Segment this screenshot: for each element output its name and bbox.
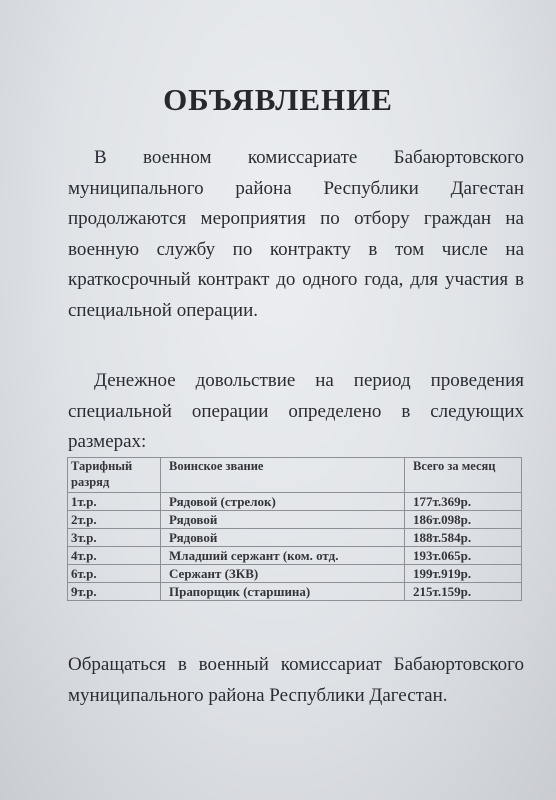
notice-paragraph-3: Обращаться в военный комиссариат Бабаюртовского муниципального района Республики Дагестан.: [68, 654, 524, 706]
pay-table: [67, 457, 522, 601]
cell-total: 186т.098р.: [405, 511, 522, 529]
cell-grade: 4т.р.: [68, 547, 161, 565]
cell-grade: 6т.р.: [68, 565, 161, 583]
header-military-rank: Воинское звание: [161, 458, 405, 493]
table-row: [68, 565, 522, 583]
cell-total: 177т.369р.: [405, 493, 522, 511]
cell-grade: 3т.р.: [68, 529, 161, 547]
cell-rank: Младший сержант (ком. отд.: [161, 547, 405, 565]
cell-total: 193т.065р.: [405, 547, 522, 565]
header-tariff-grade: Тарифный разряд: [68, 458, 161, 493]
table-row: [68, 529, 522, 547]
cell-total: 215т.159р.: [405, 583, 522, 601]
cell-grade: 2т.р.: [68, 511, 161, 529]
cell-rank: Рядовой: [161, 511, 405, 529]
table-row: [68, 493, 522, 511]
table-row: [68, 511, 522, 529]
cell-rank: Прапорщик (старшина): [161, 583, 405, 601]
cell-rank: Рядовой (стрелок): [161, 493, 405, 511]
cell-rank: Рядовой: [161, 529, 405, 547]
table-row: [68, 583, 522, 601]
table-row: [68, 547, 522, 565]
cell-total: 199т.919р.: [405, 565, 522, 583]
notice-title: ОБЪЯВЛЕНИЕ: [163, 82, 393, 117]
notice-paragraph-1: В военном комиссариате Бабаюртовского муниципального района Республики Дагестан продолжаются мероприятия по отбору граждан на военную службу по контракту в том числе на краткосрочный контракт до одного года, для участия в специальной операции.: [68, 147, 524, 321]
notice-paragraph-2: Денежное довольствие на период проведения специальной операции определено в следующих размерах:: [68, 370, 524, 452]
cell-grade: 9т.р.: [68, 583, 161, 601]
cell-total: 188т.584р.: [405, 529, 522, 547]
cell-grade: 1т.р.: [68, 493, 161, 511]
pay-table-header: [68, 458, 522, 493]
cell-rank: Сержант (ЗКВ): [161, 565, 405, 583]
header-monthly-total: Всего за месяц: [405, 458, 522, 493]
